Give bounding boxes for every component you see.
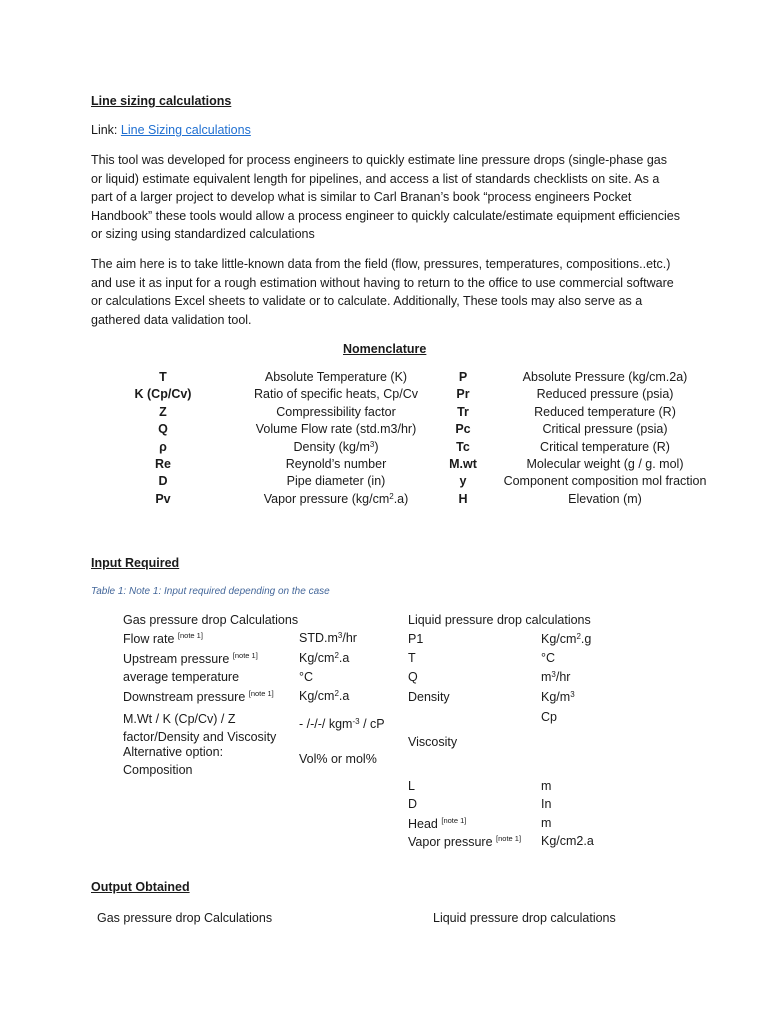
output-obtained-heading: Output Obtained xyxy=(91,880,190,894)
unit-text: Kg/m xyxy=(541,690,571,704)
unit-superscript: 3 xyxy=(551,670,556,679)
label-text: Q xyxy=(408,670,418,684)
unit-text: m xyxy=(541,779,552,793)
liquid-input-unit xyxy=(541,632,591,646)
unit-tail: /hr xyxy=(555,670,571,684)
note-reference: [note 1] xyxy=(232,651,258,660)
gas-input-unit xyxy=(299,689,349,703)
nomenclature-symbol: Q xyxy=(158,422,168,437)
liquid-input-label xyxy=(408,779,415,793)
note-reference: [note 1] xyxy=(248,689,274,698)
gas-input-unit xyxy=(299,651,349,665)
input-required-heading: Input Required xyxy=(91,556,180,570)
unit-superscript: 2 xyxy=(389,491,394,501)
liquid-input-unit xyxy=(541,834,594,848)
nomenclature-symbol: Pr xyxy=(456,387,470,402)
nomenclature-symbol: Pv xyxy=(155,491,171,506)
unit-superscript: 3 xyxy=(337,631,343,640)
description-tail: .a) xyxy=(393,491,409,506)
gas-input-label xyxy=(123,631,203,646)
label-text: D xyxy=(408,797,418,811)
label-text: Head xyxy=(408,817,442,831)
aim-paragraph: The aim here is to take little-known data from the field (flow, pressures, temperatures, compositions..etc.) and use it as input for a rough estimation without having to return to the office to use commercial software or calculations Excel sheets to validate or to calculate. Additionally, These tools may also serve as a gathered data validation tool. xyxy=(91,257,674,327)
unit-text: Kg/cm xyxy=(541,632,577,646)
unit-superscript: -3 xyxy=(352,717,360,726)
label-text: Density xyxy=(408,690,450,704)
unit-text: - /-/-/ kgm xyxy=(299,717,353,731)
unit-superscript: 3 xyxy=(570,690,575,699)
liquid-input-label xyxy=(408,690,450,704)
unit-text: Vol% or mol% xyxy=(299,752,377,766)
link-prefix: Link: xyxy=(91,123,121,137)
liquid-input-label xyxy=(408,816,466,831)
description-text: Absolute Temperature (K) xyxy=(264,370,408,384)
description-text: Absolute Pressure (kg/cm.2a) xyxy=(522,370,688,384)
liquid-input-label xyxy=(408,632,423,646)
label-text: M.Wt / K (Cp/Cv) / Z xyxy=(123,712,236,726)
nomenclature-symbol: Tr xyxy=(457,404,469,419)
description-text: Reduced pressure (psia) xyxy=(536,387,674,402)
unit-tail: / cP xyxy=(359,717,385,731)
nomenclature-description xyxy=(475,457,735,471)
liquid-input-label xyxy=(408,834,521,849)
gas-input-label xyxy=(123,743,223,779)
gas-input-label xyxy=(123,710,276,746)
unit-text: Cp xyxy=(541,710,557,724)
nomenclature-symbol: K (Cp/Cv) xyxy=(134,387,192,402)
nomenclature-symbol: Pc xyxy=(455,422,471,437)
label-text-line2: Composition xyxy=(123,763,193,777)
gas-input-label xyxy=(123,670,239,684)
intro-paragraph: This tool was developed for process engineers to quickly estimate line pressure drops (single-phase gas or liquid) estimate equivalent length for pipelines, and access a list of standards checklists on site. As a part of a larger project to develop what is similar to Carl Branan’s book “process engineers Pocket Handbook” these tools would allow a process engineer to quickly calculate/estimate equipment efficiencies or sizing using standardized calculations xyxy=(91,153,680,242)
unit-tail: .g xyxy=(580,632,592,646)
nomenclature-description xyxy=(475,405,735,419)
nomenclature-description xyxy=(475,422,735,436)
unit-tail: .a xyxy=(338,651,350,665)
section-heading-line-sizing: Line sizing calculations xyxy=(91,94,232,108)
unit-text: STD.m xyxy=(299,631,338,645)
description-text: Molecular weight (g / g. mol) xyxy=(526,457,684,471)
nomenclature-symbol: Z xyxy=(159,404,167,419)
line-sizing-link[interactable]: Line Sizing calculations xyxy=(120,123,251,137)
unit-text: In xyxy=(541,797,552,811)
description-text: Volume Flow rate (std.m3/hr) xyxy=(255,422,417,437)
table-caption: Table 1: Note 1: Input required depending on the case xyxy=(91,586,330,597)
gas-input-title: Gas pressure drop Calculations xyxy=(123,613,299,627)
nomenclature-symbol: H xyxy=(458,491,468,506)
output-gas-title: Gas pressure drop Calculations xyxy=(97,911,273,925)
gas-input-label xyxy=(123,651,258,666)
liquid-input-unit xyxy=(541,797,551,811)
note-reference: [note 1] xyxy=(177,631,203,640)
liquid-input-label xyxy=(408,670,418,684)
description-text: Density (kg/m xyxy=(293,439,370,454)
output-liquid-title: Liquid pressure drop calculations xyxy=(433,911,616,925)
unit-superscript: 2 xyxy=(576,632,581,641)
nomenclature-symbol: M.wt xyxy=(449,457,477,471)
gas-input-label xyxy=(123,689,274,704)
unit-superscript: 3 xyxy=(369,439,375,449)
description-text: Critical pressure (psia) xyxy=(542,422,668,437)
description-text: Compressibility factor xyxy=(276,404,396,419)
nomenclature-description xyxy=(475,474,735,488)
nomenclature-heading: Nomenclature xyxy=(343,342,427,356)
nomenclature-symbol: Re xyxy=(155,457,171,471)
unit-tail: .a xyxy=(338,689,350,703)
unit-text: m xyxy=(541,816,552,830)
label-text: Downstream pressure xyxy=(123,690,249,704)
label-text: T xyxy=(408,651,416,665)
unit-superscript: 2 xyxy=(334,651,339,660)
label-text: average temperature xyxy=(123,670,240,684)
unit-text: °C xyxy=(541,651,556,665)
unit-tail: /hr xyxy=(342,631,357,645)
nomenclature-description xyxy=(475,370,735,384)
description-text: Reduced temperature (R) xyxy=(534,404,676,419)
description-text: Vapor pressure (kg/cm xyxy=(263,491,390,506)
gas-input-unit xyxy=(299,631,357,645)
liquid-input-unit xyxy=(541,651,555,665)
description-text: Component composition mol fraction xyxy=(503,474,707,489)
label-text: L xyxy=(408,779,415,793)
gas-input-unit xyxy=(299,717,385,731)
label-text: Vapor pressure xyxy=(408,835,497,849)
label-text: P1 xyxy=(408,632,424,646)
nomenclature-symbol: y xyxy=(459,474,467,489)
nomenclature-symbol: Tc xyxy=(456,439,470,454)
unit-superscript: 2 xyxy=(334,689,339,698)
gas-input-unit xyxy=(299,752,377,766)
nomenclature-symbol: ρ xyxy=(159,439,167,454)
liquid-input-label xyxy=(408,797,417,811)
nomenclature-symbol: D xyxy=(158,474,168,489)
nomenclature-description xyxy=(475,387,735,401)
liquid-input-title: Liquid pressure drop calculations xyxy=(408,613,591,627)
label-text: Alternative option: xyxy=(123,745,224,759)
nomenclature-symbol: P xyxy=(458,370,468,384)
nomenclature-symbol: T xyxy=(159,370,167,384)
description-text: Ratio of specific heats, Cp/Cv xyxy=(254,387,418,402)
description-text: Elevation (m) xyxy=(568,491,642,506)
description-tail: ) xyxy=(374,439,379,454)
description-text: Reynold’s number xyxy=(285,457,387,471)
liquid-input-unit xyxy=(541,690,575,704)
nomenclature-description xyxy=(475,492,735,506)
liquid-input-label xyxy=(408,651,416,665)
description-text: Pipe diameter (in) xyxy=(286,474,386,489)
liquid-input-unit xyxy=(541,670,570,684)
nomenclature-description xyxy=(475,440,735,454)
liquid-input-unit xyxy=(541,710,557,724)
unit-text: °C xyxy=(299,670,314,684)
gas-input-unit xyxy=(299,670,313,684)
unit-text: Kg/cm xyxy=(299,651,335,665)
label-text: Flow rate xyxy=(123,632,178,646)
liquid-input-label xyxy=(408,735,457,749)
label-text-line2: factor/Density and Viscosity xyxy=(123,730,277,744)
description-text: Critical temperature (R) xyxy=(540,439,670,454)
note-reference: [note 1] xyxy=(441,816,467,825)
link-line xyxy=(91,123,251,137)
label-text: Upstream pressure xyxy=(123,652,233,666)
liquid-input-unit xyxy=(541,816,551,830)
liquid-input-unit xyxy=(541,779,551,793)
label-text: Viscosity xyxy=(408,735,458,749)
unit-text: Kg/cm xyxy=(299,689,335,703)
note-reference: [note 1] xyxy=(496,834,522,843)
unit-text: m xyxy=(541,670,552,684)
unit-text: Kg/cm2.a xyxy=(541,834,594,848)
